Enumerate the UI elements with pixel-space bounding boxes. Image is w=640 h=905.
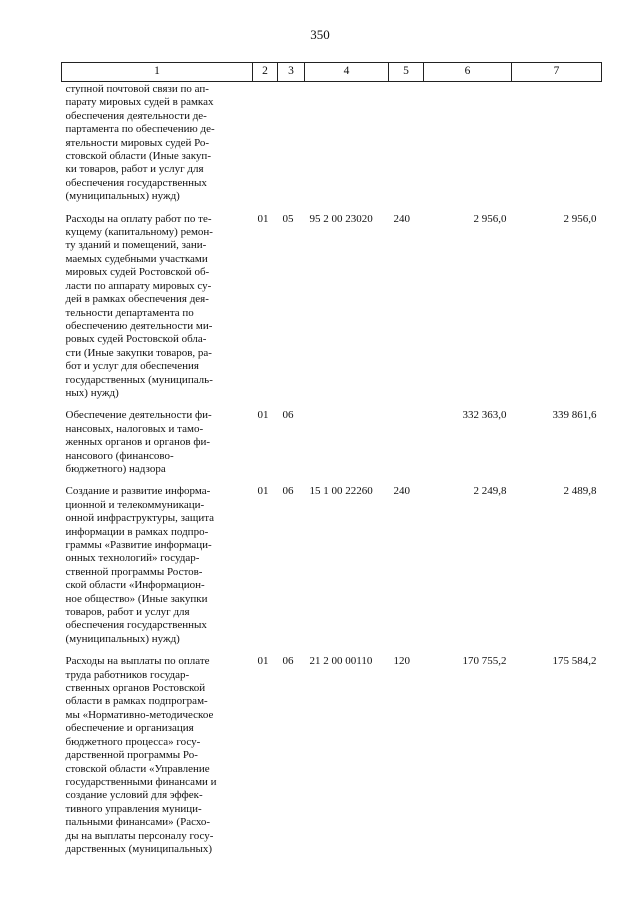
row-section-code bbox=[253, 82, 278, 213]
row-amount-year-2: 2 956,0 bbox=[563, 212, 597, 225]
row-target-article bbox=[305, 409, 389, 485]
description-line: ровых судей Ростовской обла- bbox=[65, 333, 207, 346]
description-line: мировых судей Ростовской об- bbox=[65, 266, 210, 279]
row-target-article bbox=[305, 82, 389, 213]
table-row bbox=[62, 213, 602, 410]
budget-table bbox=[61, 62, 602, 865]
row-section-code: 01 bbox=[257, 212, 269, 225]
description-line: Создание и развитие информа- bbox=[65, 485, 211, 498]
row-amount-year-2 bbox=[512, 82, 602, 213]
row-expense-type: 240 bbox=[393, 485, 410, 498]
table-body bbox=[62, 82, 602, 866]
description-line: женных органов и органов фи- bbox=[65, 436, 211, 449]
description-line: Расходы на выплаты по оплате bbox=[65, 655, 210, 668]
description-line: обеспечения государственных bbox=[65, 176, 207, 189]
row-target-article: 95 2 00 23020 bbox=[309, 212, 373, 225]
description-line: (муниципальных) нужд) bbox=[65, 190, 180, 203]
header-col-6: 6 bbox=[424, 63, 512, 82]
row-expense-type bbox=[389, 82, 424, 213]
row-description bbox=[62, 213, 253, 410]
description-line: Обеспечение деятельности фи- bbox=[65, 409, 212, 422]
row-subsection-code: 05 bbox=[282, 212, 294, 225]
description-line: дей в рамках обеспечения дея- bbox=[65, 293, 209, 306]
row-amount-year-1: 170 755,2 bbox=[462, 655, 507, 668]
row-description bbox=[62, 655, 253, 865]
description-line: обеспечение и организация bbox=[65, 722, 194, 735]
row-amount-year-1: 332 363,0 bbox=[462, 409, 507, 422]
description-line: стовской области (Иные закуп- bbox=[65, 150, 211, 163]
row-target-article: 21 2 00 00110 bbox=[309, 655, 373, 668]
row-expense-type: 120 bbox=[393, 655, 410, 668]
row-expense-type: 240 bbox=[393, 212, 410, 225]
description-line: граммы «Развитие информаци- bbox=[65, 539, 212, 551]
description-line: парату мировых судей в рамках bbox=[65, 96, 214, 109]
description-line: мы «Нормативно-методическое bbox=[65, 708, 214, 721]
description-line: нансового (финансово- bbox=[65, 449, 174, 462]
description-line: труда работников государ- bbox=[65, 668, 190, 681]
table-header bbox=[62, 63, 602, 82]
description-line: тельности департамента по bbox=[65, 306, 194, 319]
description-line: онных технологий» государ- bbox=[65, 552, 200, 565]
description-line: ступной почтовой связи по ап- bbox=[65, 83, 209, 95]
table-row bbox=[62, 655, 602, 865]
row-section-code: 01 bbox=[257, 655, 269, 668]
row-amount-year-2: 175 584,2 bbox=[552, 655, 597, 668]
description-line: партамента по обеспечению де- bbox=[65, 123, 215, 136]
description-line: ционной и телекоммуникаци- bbox=[65, 498, 205, 511]
row-description bbox=[62, 82, 253, 213]
header-col-2: 2 bbox=[253, 63, 278, 82]
description-line: ных) нужд) bbox=[65, 386, 119, 399]
row-target-article: 15 1 00 22260 bbox=[309, 485, 373, 498]
row-subsection-code bbox=[278, 82, 305, 213]
description-line: ственных органов Ростовской bbox=[65, 682, 206, 695]
description-line: ственной программы Ростов- bbox=[65, 565, 203, 578]
header-col-5: 5 bbox=[389, 63, 424, 82]
description-line: (муниципальных) нужд) bbox=[65, 632, 180, 645]
table-row bbox=[62, 409, 602, 485]
description-line: области в рамках подпрограм- bbox=[65, 695, 208, 708]
row-description bbox=[62, 485, 253, 655]
description-line: кущему (капитальному) ремон- bbox=[65, 226, 213, 239]
row-amount-year-1: 2 956,0 bbox=[473, 212, 507, 225]
description-line: товаров, работ и услуг для bbox=[65, 606, 190, 619]
description-line: стовской области «Управление bbox=[65, 762, 210, 775]
description-line: нансовых, налоговых и тамо- bbox=[65, 422, 204, 435]
description-line: обеспечения деятельности де- bbox=[65, 109, 207, 122]
row-subsection-code: 06 bbox=[282, 409, 294, 422]
description-line: ласти по аппарату мировых су- bbox=[65, 279, 212, 292]
header-col-3: 3 bbox=[278, 63, 305, 82]
description-line: ды на выплаты персоналу госу- bbox=[65, 829, 214, 842]
description-line: маемых судебными участками bbox=[65, 252, 208, 265]
row-amount-year-2: 339 861,6 bbox=[552, 409, 597, 422]
description-line: ятельности мировых судей Ро- bbox=[65, 136, 210, 149]
description-line: создание условий для эффек- bbox=[65, 789, 203, 802]
header-col-4: 4 bbox=[305, 63, 389, 82]
description-line: ное общество» (Иные закупки bbox=[65, 592, 208, 605]
description-line: бюджетного процесса» госу- bbox=[65, 735, 201, 748]
row-amount-year-1: 2 249,8 bbox=[473, 485, 507, 498]
row-section-code: 01 bbox=[257, 409, 269, 422]
description-line: ки товаров, работ и услуг для bbox=[65, 163, 204, 176]
row-amount-year-2: 2 489,8 bbox=[563, 485, 597, 498]
description-line: дарственных (муниципальных) bbox=[65, 842, 213, 855]
page-number: 350 bbox=[310, 27, 330, 42]
description-line: бюджетного) надзора bbox=[65, 462, 166, 475]
description-line: пальными финансами» (Расхо- bbox=[65, 816, 211, 829]
description-line: тивного управления муници- bbox=[65, 802, 202, 815]
table-row bbox=[62, 485, 602, 655]
row-section-code: 01 bbox=[257, 485, 269, 498]
description-line: государственных (муниципаль- bbox=[65, 373, 213, 386]
description-line: ской области «Информацион- bbox=[65, 579, 205, 592]
description-line: Расходы на оплату работ по те- bbox=[65, 212, 212, 225]
header-col-1: 1 bbox=[62, 63, 253, 82]
row-amount-year-1 bbox=[424, 82, 512, 213]
description-line: сти (Иные закупки товаров, ра- bbox=[65, 346, 212, 359]
description-line: обеспечению деятельности ми- bbox=[65, 319, 213, 332]
description-line: дарственной программы Ро- bbox=[65, 749, 198, 762]
row-description bbox=[62, 409, 253, 485]
description-line: информации в рамках подпро- bbox=[65, 525, 209, 538]
description-line: бот и услуг для обеспечения bbox=[65, 360, 199, 373]
row-subsection-code: 06 bbox=[282, 655, 294, 668]
row-expense-type bbox=[389, 409, 424, 485]
description-line: обеспечения государственных bbox=[65, 619, 207, 632]
description-line: ту зданий и помещений, зани- bbox=[65, 239, 207, 252]
row-subsection-code: 06 bbox=[282, 485, 294, 498]
table-row bbox=[62, 82, 602, 213]
description-line: государственными финансами и bbox=[65, 775, 217, 788]
header-row bbox=[62, 63, 602, 82]
description-line: онной инфраструктуры, защита bbox=[65, 512, 215, 525]
header-col-7: 7 bbox=[512, 63, 602, 82]
